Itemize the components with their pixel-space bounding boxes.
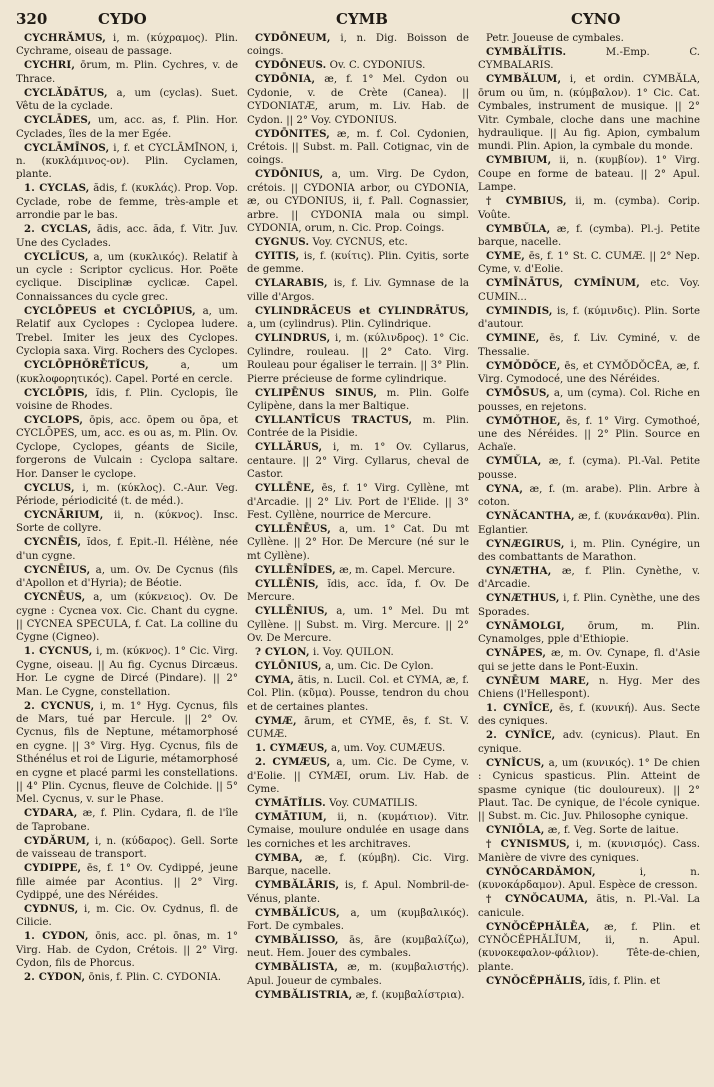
dictionary-entry <box>247 646 469 659</box>
page-header <box>16 6 704 32</box>
entry-text: m. Plin. Golfe Cylipène, dans la mer Baltique. <box>247 387 469 412</box>
dictionary-entry <box>16 482 238 509</box>
dictionary-entry <box>16 645 238 699</box>
entry-text: i, m. 1° Hyg. Cycnus, fils de Mars, tué par Hercule. || 2° Ov. Cycnus, fils de Neptune, métamorphosé en cygne. || 3° Virg. Hyg. Cycnus, fils de Sthénélus et roi de Ligurie, métamorphosé en cygne et placé parmi les constellations. || 4° Plin. Cycnus, fleuve de Colchide. || 5° Mel. Cycnus, v. sur le Phase. <box>16 700 238 806</box>
column-left <box>16 32 238 1003</box>
entry-headword: 2. CYCNUS, <box>24 699 95 712</box>
entry-text: ēs, et CYMŎDŎCĒA, æ, f. Virg. Cymodocé, une des Néréides. <box>478 360 700 386</box>
entry-text: ōnis, acc. pl. ōnas, m. 1° Virg. Hab. de Cydon, Crétois. || 2° Virg. Cydon, fils de Phorcus. <box>16 931 238 970</box>
column-center <box>247 32 469 1003</box>
entry-text: i, n. Dig. Boisson de coings. <box>247 33 469 58</box>
dictionary-entry <box>16 414 238 481</box>
entry-text: æ, m. Capel. Mercure. <box>335 564 456 576</box>
dictionary-entry <box>478 565 700 592</box>
entry-text: is, f. (κύμινδις). Plin. Sorte d'autour. <box>478 305 700 331</box>
dictionary-entry <box>247 332 469 386</box>
dictionary-entry <box>478 73 700 153</box>
dictionary-entry <box>478 592 700 619</box>
entry-headword: CYNĀPES, <box>486 647 547 660</box>
entry-text: ii, n. (κυμάτιον). Vitr. Cymaise, moulure ondulée en usage dans les corniches et les architraves. <box>247 812 469 850</box>
dictionary-entry <box>16 862 238 902</box>
entry-headword: CYMBĂLĬCUS, <box>255 906 340 919</box>
entry-text: æ, f. (cymba). Pl.-j. Petite barque, nacelle. <box>478 223 700 249</box>
dictionary-entry <box>478 360 700 387</box>
running-head-right: CYNO <box>571 10 621 28</box>
dictionary-entry <box>16 509 238 536</box>
entry-text: a, um. Ov. De Cycnus (fils d'Apollon et d'Hyria); de Béotie. <box>16 564 238 590</box>
entry-headword: CYNĒUM MARE, <box>486 674 590 687</box>
entry-text: m. Plin. Contrée de la Pisidie. <box>247 414 470 440</box>
entry-text: ii, n. (κύκνος). Insc. Sorte de collyre. <box>16 509 238 535</box>
dictionary-entry <box>478 729 700 756</box>
dictionary-entry <box>247 250 469 277</box>
dictionary-entry <box>247 852 469 879</box>
entry-headword: CYDŌNEUM, <box>255 32 331 44</box>
entry-headword: CYMINDIS, <box>486 304 553 317</box>
dictionary-entry <box>478 675 700 702</box>
dictionary-entry <box>16 930 238 970</box>
dictionary-entry <box>16 59 238 86</box>
entry-text: i, m. (κυνισμός). Cass. Manière de vivre des cyniques. <box>478 839 701 864</box>
entry-headword: † CYMBIUS, <box>486 195 567 208</box>
entry-headword: 1. CYCNUS, <box>24 645 93 658</box>
dictionary-entry <box>247 879 469 906</box>
entry-headword: CYCHRI, <box>24 59 76 72</box>
entry-text: æ, f. (κυνάκανθα). Plin. Eglantier. <box>478 511 700 536</box>
dictionary-entry <box>478 154 700 194</box>
dictionary-entry <box>16 142 238 182</box>
entry-text: æ, f. Plin. Cydara, fl. de l'île de Taprobane. <box>16 808 238 833</box>
dictionary-entry <box>16 835 238 862</box>
entry-headword: CYMŬLA, <box>486 455 542 468</box>
entry-headword: CYGNUS. <box>255 236 310 249</box>
entry-text: æ, m. Ov. Cynape, fl. d'Asie qui se jette dans le Pont-Euxin. <box>478 648 700 673</box>
entry-text: i, m. Plin. Cynégire, un des combattants de Marathon. <box>478 538 700 563</box>
dictionary-entry <box>247 32 469 59</box>
entry-headword: CYMBĂLĀRIS, <box>255 879 340 892</box>
entry-headword: CYMINE, <box>486 332 540 345</box>
entry-text: æ, m. (κυμβαλιστής). Apul. Joueur de cymbales. <box>247 962 469 987</box>
entry-headword: CYMŌSUS, <box>486 387 550 400</box>
dictionary-entry <box>478 387 700 414</box>
dictionary-entry <box>478 824 700 837</box>
entry-text: Voy. CYCNUS, etc. <box>309 237 408 249</box>
entry-text: ēs, f. (κυνική). Aus. Secte des cyniques. <box>478 702 700 728</box>
entry-headword: CYMA, <box>255 673 295 686</box>
entry-text: ĭdis, f. Plin. Cyclopis, île voisine de Rhodes. <box>16 387 238 412</box>
entry-text: um, acc. as, f. Plin. Hor. Cyclades, îles de la mer Egée. <box>16 115 238 140</box>
entry-headword: CYCLOPS, <box>24 413 84 426</box>
entry-text: Petr. Joueuse de cymbales. <box>486 33 624 44</box>
entry-headword: CYMBŬLA, <box>486 222 551 235</box>
dictionary-entry <box>247 128 469 168</box>
entry-headword: CYDIPPE, <box>24 862 82 875</box>
entry-headword: CYCLĂDĀTUS, <box>24 86 108 99</box>
entry-text: ōpis, acc. ōpem ou ōpa, et CYCLŌPES, um, acc. es ou as, m. Plin. Ov. Cyclope, Cyclopes, géants de Sicile, forgerons de Vulcain : Cyclopa saltare. Hor. Danser le cyclope. <box>16 414 238 480</box>
running-head-left: CYDO <box>98 10 147 28</box>
entry-headword: CYCNĒUS, <box>24 591 86 604</box>
entry-headword: CYLLĂRUS, <box>255 441 323 454</box>
entry-headword: CYLŌNIUS, <box>255 659 322 672</box>
dictionary-entry <box>478 893 700 920</box>
dictionary-entry <box>247 578 469 605</box>
entry-text: ĭdos, f. Epit.-Il. Hélène, née d'un cygne. <box>16 537 238 562</box>
dictionary-entry <box>478 866 700 893</box>
entry-headword: CYDŌNIA, <box>255 73 316 86</box>
entry-text: a, um. Relatif aux Cyclopes : Cyclopea ludere. Trebel. Imiter les jeux des Cyclopes. Cyclopia saxa. Virg. Rochers des Cyclopes. <box>16 305 238 358</box>
entry-headword: CYNŎCĔPHĂLIS, <box>486 974 586 987</box>
entry-headword: 2. CYMÆUS, <box>255 756 331 769</box>
entry-text: a, um. Voy. CUMÆUS. <box>327 743 446 755</box>
entry-headword: CYNÆGIRUS, <box>486 537 565 550</box>
dictionary-entry <box>247 756 469 796</box>
dictionary-entry <box>478 455 700 482</box>
entry-headword: CYCLĀDES, <box>24 114 92 127</box>
entry-text: adv. (cynicus). Plaut. En cynique. <box>478 730 700 755</box>
entry-text: M.-Emp. C. CYMBALARIS. <box>478 47 700 72</box>
dictionary-entry <box>478 332 700 359</box>
dictionary-entry <box>478 620 700 647</box>
entry-headword: CYMBĂLUM, <box>486 73 562 86</box>
entry-text: a, um. 1° Cat. Du mt Cyllène. || 2° Hor. De Mercure (né sur le mt Cyllène). <box>247 523 469 562</box>
entry-text: ădis, f. (κυκλάς). Prop. Vop. Cyclade, robe de femme, très-ample et arrondie par le bas. <box>16 183 238 222</box>
entry-headword: CYNŎCĔPHĂLĒA, <box>486 920 590 933</box>
entry-headword: CYLLĒNIS, <box>255 577 319 590</box>
entry-text: ōrum, m. Plin. Cynamolges, pple d'Ethiopie. <box>478 620 700 646</box>
dictionary-entry <box>247 674 469 714</box>
entry-text: ēs, f. 1° Virg. Cyllène, mt d'Arcadie. || 2° Liv. Port de l'Elide. || 3° Fest. Cyllène, nourrice de Mercure. <box>247 483 469 521</box>
entry-text: æ, f. Plin. et CYNŎCĔPHĂLĬUM, ii, n. Apul. (κυνοκεφαλον-φάλιον). Tête-de-chien, plante. <box>478 921 700 973</box>
entry-headword: CYMŎDŎCE, <box>486 359 561 372</box>
entry-text: i, m. 1° Ov. Cyllarus, centaure. || 2° Virg. Cyllarus, cheval de Castor. <box>247 442 469 481</box>
entry-headword: † CYNISMUS, <box>486 838 570 851</box>
dictionary-entry <box>16 536 238 563</box>
entry-text: æ, m. f. Col. Cydonien, Crétois. || Subst. m. Pall. Cotignac, vin de coings. <box>247 128 469 167</box>
entry-headword: CYDŌNITES, <box>255 127 331 140</box>
dictionary-entry <box>16 387 238 414</box>
dictionary-entry <box>478 195 700 222</box>
columns <box>16 32 704 1003</box>
entry-text: i, n. (κυνοκάρδαμον). Apul. Espèce de cresson. <box>478 866 700 892</box>
entry-headword: CYDNUS, <box>24 903 79 916</box>
dictionary-entry <box>247 73 469 127</box>
page-number: 320 <box>16 10 48 28</box>
entry-headword: CYCNĒIS, <box>24 536 82 549</box>
entry-text: a, um (cyma). Col. Riche en pousses, en rejetons. <box>478 388 700 413</box>
entry-text: ĭdis, f. Plin. et <box>585 975 661 987</box>
entry-headword: 2. CYCLAS, <box>24 223 92 236</box>
entry-text: a, um (κύκνειος). Ov. De cygne : Cycnea vox. Cic. Chant du cygne. || CYCNEA SPECULA, f. Cat. La colline du Cygne (Cigneo). <box>16 592 238 644</box>
entry-headword: CYMĪNĀTUS, CYMĪNUM, <box>486 277 640 290</box>
entry-text: a, um (κυμβαλικός). Fort. De cymbales. <box>247 907 469 933</box>
entry-headword: CYNIŎLA, <box>486 824 545 837</box>
entry-headword: CYDARA, <box>24 807 78 820</box>
dictionary-entry <box>247 715 469 742</box>
entry-text: a, um. 1° Mel. Du mt Cyllène. || Subst. m. Virg. Mercure. || 2° Ov. De Mercure. <box>247 606 469 644</box>
dictionary-entry <box>478 510 700 537</box>
entry-headword: 1. CYNĪCE, <box>486 701 554 714</box>
dictionary-entry <box>16 971 238 984</box>
entry-headword: CYDŌNEUS. <box>255 59 327 72</box>
entry-headword: CYCLĀMĪNOS, <box>24 141 110 154</box>
dictionary-entry <box>247 168 469 235</box>
entry-headword: CYNĂCANTHA, <box>486 510 575 523</box>
dictionary-entry <box>247 989 469 1002</box>
entry-text: i, m. (κύκλος). C.-Aur. Veg. Période, périodicité (t. de méd.). <box>16 482 238 507</box>
dictionary-entry <box>247 934 469 961</box>
entry-headword: CYMŎTHOE, <box>486 414 561 427</box>
entry-text: i, n. (κύδαρος). Gell. Sorte de vaisseau de transport. <box>16 835 238 861</box>
dictionary-entry <box>16 114 238 141</box>
entry-headword: CYLLĒNĒUS, <box>255 522 331 535</box>
dictionary-entry <box>247 907 469 934</box>
entry-headword: CYMÆ, <box>255 714 297 727</box>
entry-text: a, um (cyclas). Suet. Vêtu de la cyclade. <box>16 87 238 113</box>
entry-text: æ, f. Veg. Sorte de laitue. <box>544 825 679 837</box>
dictionary-entry <box>478 46 700 73</box>
dictionary-entry <box>16 807 238 834</box>
entry-text: is, f. (κυίτις). Plin. Cyitis, sorte de gemme. <box>247 251 469 276</box>
dictionary-entry <box>247 961 469 988</box>
dictionary-entry <box>247 482 469 522</box>
entry-text: ădis, acc. ăda, f. Vitr. Juv. Une des Cyclades. <box>16 224 238 249</box>
dictionary-entry <box>247 387 469 414</box>
dictionary-entry <box>478 277 700 304</box>
entry-headword: CYMBĂLISSO, <box>255 934 339 947</box>
entry-headword: CYNÆTHA, <box>486 564 552 577</box>
dictionary-entry <box>16 700 238 807</box>
dictionary-entry <box>478 32 700 45</box>
entry-text: is, f. Apul. Nombril-de-Vénus, plante. <box>247 880 469 905</box>
dictionary-entry <box>247 742 469 755</box>
dictionary-entry <box>247 236 469 249</box>
entry-headword: CYCLUS, <box>24 481 75 494</box>
entry-text: is, f. Liv. Gymnase de la ville d'Argos. <box>247 278 469 303</box>
entry-text: ii, m. (cymba). Corip. Voûte. <box>478 196 700 221</box>
entry-headword: CYCHRĂMUS, <box>24 32 107 44</box>
entry-text: æ, f. (m. arabe). Plin. Arbre à coton. <box>478 483 700 509</box>
entry-headword: CYNĬCUS, <box>486 756 545 769</box>
entry-headword: CYNĀMOLGI, <box>486 619 565 632</box>
entry-headword: ? CYLON, <box>255 645 310 658</box>
entry-text: ii, n. (κυμβίον). 1° Virg. Coupe en forme de bateau. || 2° Apul. Lampe. <box>478 155 700 194</box>
entry-text: ārum, et CYME, ēs, f. St. V. CUMÆ. <box>247 715 469 741</box>
dictionary-entry <box>16 87 238 114</box>
entry-headword: CYCLŌPHŎRĒTĬCUS, <box>24 359 149 372</box>
entry-text: æ, f. (κυμβαλίστρια). <box>352 989 465 1001</box>
dictionary-entry <box>247 414 469 441</box>
dictionary-entry <box>478 483 700 510</box>
entry-text: Ov. C. CYDONIUS. <box>326 60 426 72</box>
entry-headword: CYCNĒIUS, <box>24 563 91 576</box>
entry-headword: † CYNŎCAUMA, <box>486 893 589 906</box>
entry-text: ĭdis, acc. ĭda, f. Ov. De Mercure. <box>247 578 469 604</box>
entry-text: a, um. Cic. De Cyme, v. d'Eolie. || CYMÆI, orum. Liv. Hab. de Cyme. <box>247 757 469 795</box>
dictionary-entry <box>247 305 469 332</box>
dictionary-entry <box>478 838 700 865</box>
dictionary-entry <box>478 647 700 674</box>
dictionary-entry <box>16 182 238 222</box>
dictionary-entry <box>478 975 700 988</box>
entry-text: i, f. Plin. Cynèthe, une des Sporades. <box>478 593 700 618</box>
entry-headword: 2. CYDON, <box>24 971 86 984</box>
entry-headword: CYCNĀRIUM, <box>24 508 104 521</box>
dictionary-entry <box>16 359 238 386</box>
dictionary-entry <box>478 250 700 277</box>
dictionary-entry <box>247 811 469 851</box>
entry-headword: CYLLĒNIUS, <box>255 605 328 618</box>
dictionary-entry <box>16 223 238 250</box>
entry-text: i. Voy. QUILON. <box>309 646 394 658</box>
dictionary-entry <box>478 702 700 729</box>
entry-headword: CYDĂRUM, <box>24 834 90 847</box>
entry-headword: CYLINDRĀCEUS et CYLINDRĀTUS, <box>255 304 469 317</box>
column-right <box>478 32 700 1003</box>
entry-headword: CYMBĂLISTA, <box>255 961 339 974</box>
entry-headword: 2. CYNĬCE, <box>486 729 556 742</box>
entry-headword: CYME, <box>486 250 525 263</box>
entry-headword: 1. CYDON, <box>24 930 89 943</box>
dictionary-entry <box>478 305 700 332</box>
dictionary-entry <box>16 591 238 645</box>
entry-text: æ, f. 1° Mel. Cydon ou Cydonie, v. de Crète (Canea). || CYDONIATÆ, arum, m. Liv. Hab. de Cydon. || 2° Voy. CYDONIUS. <box>247 74 469 126</box>
entry-headword: CYLIPĒNUS SINUS, <box>255 386 378 399</box>
dictionary-entry <box>478 538 700 565</box>
dictionary-entry <box>478 757 700 824</box>
entry-headword: CYNŎCARDĂMON, <box>486 865 596 878</box>
entry-text: a, um (κυκλικός). Relatif à un cycle : Scriptor cyclicus. Hor. Poëte cyclique. Disciplinæ cyclicæ. Capel. Connaissances du cycle grec. <box>16 251 238 303</box>
entry-headword: CYLARABIS, <box>255 277 328 290</box>
entry-headword: CYMBĂLĪTIS. <box>486 46 567 58</box>
dictionary-entry <box>478 415 700 455</box>
dictionary-entry <box>247 660 469 673</box>
entry-text: Voy. CUMATILIS. <box>325 798 418 809</box>
dictionary-entry <box>16 305 238 359</box>
entry-text: æ, f. (κύμβη). Cic. Virg. Barque, nacelle. <box>247 852 469 878</box>
entry-text: i, m. Cic. Ov. Cydnus, fl. de Cilicie. <box>16 904 238 929</box>
entry-headword: 1. CYMÆUS, <box>255 742 328 755</box>
entry-headword: CYLLANTĪCUS TRACTUS, <box>255 413 413 426</box>
entry-text: æ, f. Plin. Cynèthe, v. d'Arcadie. <box>478 565 700 591</box>
dictionary-entry <box>247 564 469 577</box>
dictionary-entry <box>16 564 238 591</box>
entry-headword: CYDŌNIUS, <box>255 168 324 181</box>
entry-text: i, et ordin. CYMBĂLA, ōrum ou ŭm, n. (κύμβαλον). 1° Cic. Cat. Cymbales, instrument de musique. || 2° Vitr. Cymbale, cloche dans une machine hydraulique. || Au fig. Apion, cymbalum mundi. Plin. Apion, la cymbale du monde. <box>478 74 700 153</box>
dictionary-entry <box>247 441 469 481</box>
entry-text: i, m. (κύχραμος). Plin. Cychrame, oiseau de passage. <box>16 33 238 58</box>
entry-text: ēs, f. 1° Ov. Cydippé, jeune fille aimée par Acontius. || 2° Virg. Cydippé, une des Néréides. <box>16 863 238 902</box>
running-head-center: CYMB <box>336 10 388 28</box>
dictionary-entry <box>16 903 238 930</box>
entry-headword: CYNÆTHUS, <box>486 592 560 605</box>
entry-text: etc. Voy. CUMIN... <box>478 278 700 303</box>
entry-headword: CYNA, <box>486 482 524 495</box>
entry-headword: CYMBĂLISTRIA, <box>255 988 353 1001</box>
entry-text: ēs, f. Liv. Cyminé, v. de Thessalie. <box>478 333 700 358</box>
entry-headword: CYLLĒNE, <box>255 482 315 495</box>
entry-text: ēs, f. 1° St. C. CUMÆ. || 2° Nep. Cyme, v. d'Eolie. <box>478 251 700 276</box>
dictionary-entry <box>247 523 469 563</box>
dictionary-entry <box>16 32 238 59</box>
entry-headword: 1. CYCLAS, <box>24 182 90 195</box>
dictionary-entry <box>247 605 469 645</box>
entry-headword: CYLLĒNĪDES, <box>255 563 336 576</box>
entry-text: a, um (κυνικός). 1° De chien : Cynicus spasticus. Plin. Atteint de spasme cynique (tic douloureux). || 2° Plaut. Tac. De cynique, de l'école cynique. || Subst. m. Cic. Juv. Philosophe cynique. <box>478 757 700 823</box>
entry-text: i, m. (κύκνος). 1° Cic. Virg. Cygne, oiseau. || Au fig. Cycnus Dircæus. Hor. Le cygne de Dircé (Pindare). || 2° Man. Le Cygne, constellation. <box>16 646 238 698</box>
entry-text: n. Hyg. Mer des Chiens (l'Hellespont). <box>478 675 701 700</box>
entry-text: i, m. (κύλινδρος). 1° Cic. Cylindre, rouleau. || 2° Cato. Virg. Rouleau pour égaliser le terrain. || 3° Plin. Pierre précieuse de forme cylindrique. <box>247 333 469 385</box>
entry-text: ōrum, m. Plin. Cychres, v. de Thrace. <box>16 60 238 85</box>
entry-headword: CYMBIUM, <box>486 154 552 167</box>
dictionary-entry <box>478 223 700 250</box>
entry-headword: CYITIS, <box>255 250 300 263</box>
entry-text: a, um. Cic. De Cylon. <box>321 660 434 672</box>
entry-text: a, um (κυκλοφορητικός). Capel. Porté en cercle. <box>16 360 238 385</box>
entry-headword: CYCLŌPIS, <box>24 386 89 399</box>
entry-headword: CYCLŌPEUS et CYCLŌPIUS, <box>24 304 196 317</box>
entry-text: ōnis, f. Plin. C. CYDONIA. <box>85 972 221 984</box>
entry-text: a, um. Virg. De Cydon, crétois. || CYDONIA arbor, ou CYDONIA, æ, ou CYDONIUS, ii, f. Pall. Cognassier, arbre. || CYDONIA mala ou simpl. CYDONIA, orum, n. Cic. Prop. Coings. <box>247 169 469 235</box>
dictionary-entry <box>247 59 469 72</box>
entry-headword: CYCLĪCUS, <box>24 250 89 263</box>
dictionary-entry <box>478 921 700 975</box>
entry-headword: CYMĀTIUM, <box>255 811 327 823</box>
entry-text: a, um (cylindrus). Plin. Cylindrique. <box>247 319 432 331</box>
entry-text: æ, f. (cyma). Pl.-Val. Petite pousse. <box>478 456 700 481</box>
entry-headword: CYMBA, <box>255 851 303 864</box>
entry-headword: CYLINDRUS, <box>255 332 331 345</box>
dictionary-entry <box>247 277 469 304</box>
entry-headword: CYMĀTĬLIS. <box>255 797 326 809</box>
entry-text: ătis, n. Lucil. Col. et CYMA, æ, f. Col. Plin. (κῦμα). Pousse, tendron du chou et de certaines plantes. <box>247 674 469 713</box>
dictionary-entry <box>247 797 469 810</box>
entry-text: ătis, n. Pl.-Val. La canicule. <box>478 894 701 919</box>
entry-text: ēs, f. 1° Virg. Cymothoé, une des Néréides. || 2° Plin. Source en Achaïe. <box>478 415 700 454</box>
entry-text: i, f. et CYCLĀMĪNON, i, n. (κυκλάμινος-ον). Plin. Cyclamen, plante. <box>16 142 238 181</box>
dictionary-entry <box>16 251 238 305</box>
entry-text: ās, āre (κυμβαλίζω), neut. Hem. Jouer des cymbales. <box>247 935 469 960</box>
